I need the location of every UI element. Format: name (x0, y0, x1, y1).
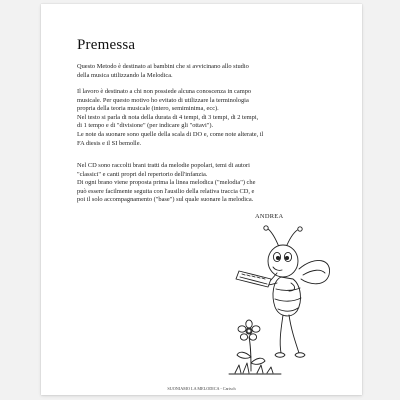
text-line: di 1 tempo e di "divisione" (per indicare gli "ottavi"). (77, 122, 214, 130)
text-line: FA diesis e il SI bemolle. (77, 139, 142, 147)
text-line: della musica utilizzando la Melodica. (77, 71, 173, 79)
paragraph-cd (77, 162, 323, 205)
page-title: Premessa (77, 37, 136, 53)
text-line: "classici" e canti propri del repertorio dell'infanzia. (77, 170, 208, 178)
text-line: musicale. Per questo motivo ho evitato di utilizzare la terminologia (77, 96, 249, 104)
paragraph-audience (77, 88, 323, 148)
text-line: Nel testo si parla di nota della durata di 4 tempi, di 3 tempi, di 2 tempi, (77, 113, 259, 121)
text-line: propria della teoria musicale (intero, semiminima, ecc). (77, 105, 219, 113)
text-line: Il lavoro è destinato a chi non possiede alcuna conoscenza in campo (77, 88, 252, 95)
document-page (41, 4, 362, 395)
paragraph-intro (77, 63, 323, 80)
page-footer: SUONIAMO LA MELODICA - Carisch (167, 386, 236, 391)
text-line: può essere facilmente seguita con l'ausilio della relativa traccia CD, e (77, 187, 255, 195)
text-line: poi il solo accompagnamento ("base") sul quale suonare la melodica. (77, 196, 254, 204)
bee-playing-melodica-icon (221, 225, 351, 375)
text-line: Le note da suonare sono quelle della scala di DO e, come note alterate, il (77, 130, 264, 138)
text-line: Di ogni brano viene proposta prima la linea melodica ("melodia") che (77, 179, 256, 187)
author-signature: ANDREA (255, 213, 284, 220)
text-line: Nel CD sono raccolti brani tratti da melodie popolari, temi di autori (77, 162, 250, 169)
text-line: Questo Metodo è destinato ai bambini che si avvicinano allo studio (77, 63, 249, 70)
